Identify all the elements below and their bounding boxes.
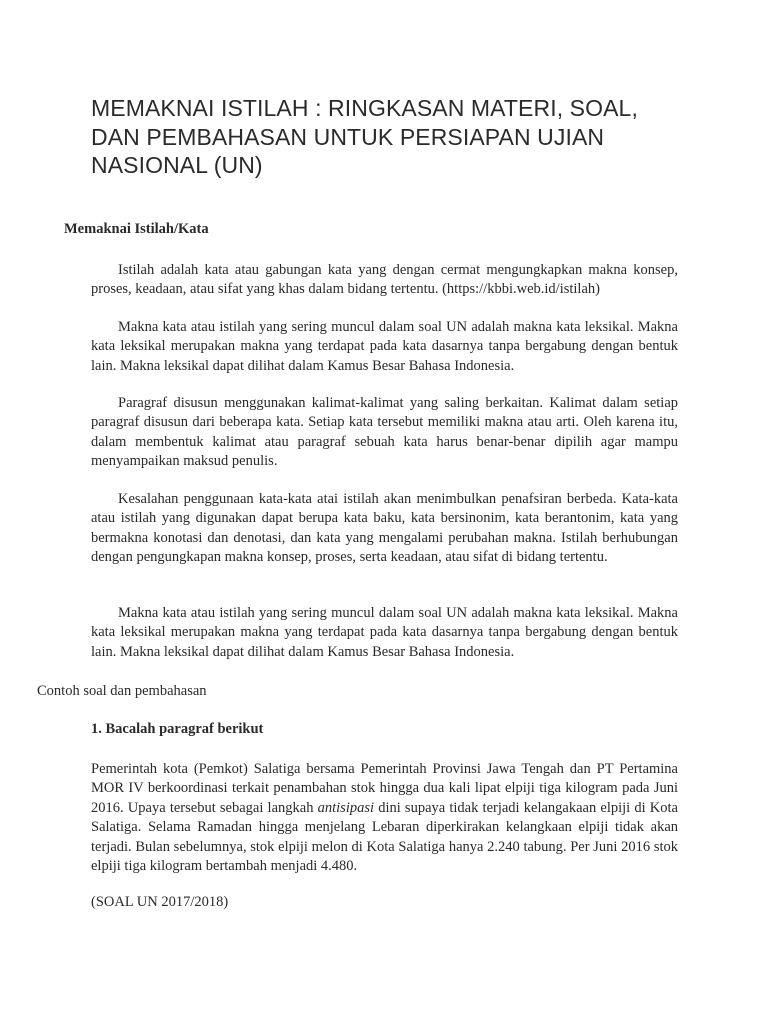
passage-italic-word: antisipasi (317, 799, 375, 816)
question-passage (91, 760, 678, 876)
paragraph-2 (91, 318, 678, 376)
paragraph-5 (91, 604, 678, 662)
paragraph-5-text: Makna kata atau istilah yang sering muncul dalam soal UN adalah makna kata leksikal. Makna kata leksikal merupakan makna yang terdapat pada kata dasarnya tanpa bergabung dengan bentuk lain. Makna leksikal dapat dilihat dalam Kamus Besar Bahasa Indonesia. (91, 605, 678, 660)
section-subheading: Memaknai Istilah/Kata (64, 221, 209, 237)
question-1-heading: 1. Bacalah paragraf berikut (91, 721, 264, 737)
paragraph-2-text: Makna kata atau istilah yang sering muncul dalam soal UN adalah makna kata leksikal. Makna kata leksikal merupakan makna yang terdapat pada kata dasarnya tanpa bergabung dengan bentuk lain. Makna leksikal dapat dilihat dalam Kamus Besar Bahasa Indonesia. (91, 319, 678, 374)
source-note: (SOAL UN 2017/2018) (91, 894, 229, 910)
passage-text-before: Pemerintah kota (Pemkot) Salatiga bersama Pemerintah Provinsi Jawa Tengah dan PT Pertamina MOR IV berkoordinasi terkait penambahan stok hingga dua kali lipat elpiji tiga kilogram pada Juni 2016. Upaya tersebut sebagai langkah (91, 761, 678, 816)
paragraph-1 (91, 261, 678, 300)
paragraph-4 (91, 490, 678, 568)
paragraph-3-text: Paragraf disusun menggunakan kalimat-kalimat yang saling berkaitan. Kalimat dalam setiap paragraf disusun dari beberapa kata. Setiap kata tersebut memiliki makna atau arti. Oleh karena itu, dalam membentuk kalimat atau paragraf sebuah kata harus benar-benar dipilih agar mampu menyampaikan maksud penulis. (91, 395, 678, 470)
example-heading: Contoh soal dan pembahasan (37, 683, 207, 699)
paragraph-1-text: Istilah adalah kata atau gabungan kata yang dengan cermat mengungkapkan makna konsep, proses, keadaan, atau sifat yang khas dalam bidang tertentu. (https://kbbi.web.id/istilah) (91, 262, 678, 298)
document-title: MEMAKNAI ISTILAH : RINGKASAN MATERI, SOAL, DAN PEMBAHASAN UNTUK PERSIAPAN UJIAN NASIONAL (UN) (91, 95, 638, 178)
passage-text-after: dini supaya tidak terjadi kelangakaan elpiji di Kota Salatiga. Selama Ramadan hingga menjelang Lebaran diperkirakan kelangkaan elpiji tidak akan terjadi. Bulan sebelumnya, stok elpiji melon di Kota Salatiga hanya 2.240 tabung. Per Juni 2016 stok elpiji tiga kilogram bertambah menjadi 4.480. (91, 799, 678, 875)
paragraph-3 (91, 394, 678, 472)
paragraph-4-text: Kesalahan penggunaan kata-kata atai istilah akan menimbulkan penafsiran berbeda. Kata-kata atau istilah yang digunakan dapat berupa kata baku, kata bersinonim, kata berantonim, kata yang bermakna konotasi dan denotasi, dan kata yang mengalami perubahan makna. Istilah berhubungan dengan pengungkapan makna konsep, proses, serta keadaan, atau sifat di bidang tertentu. (91, 491, 678, 566)
